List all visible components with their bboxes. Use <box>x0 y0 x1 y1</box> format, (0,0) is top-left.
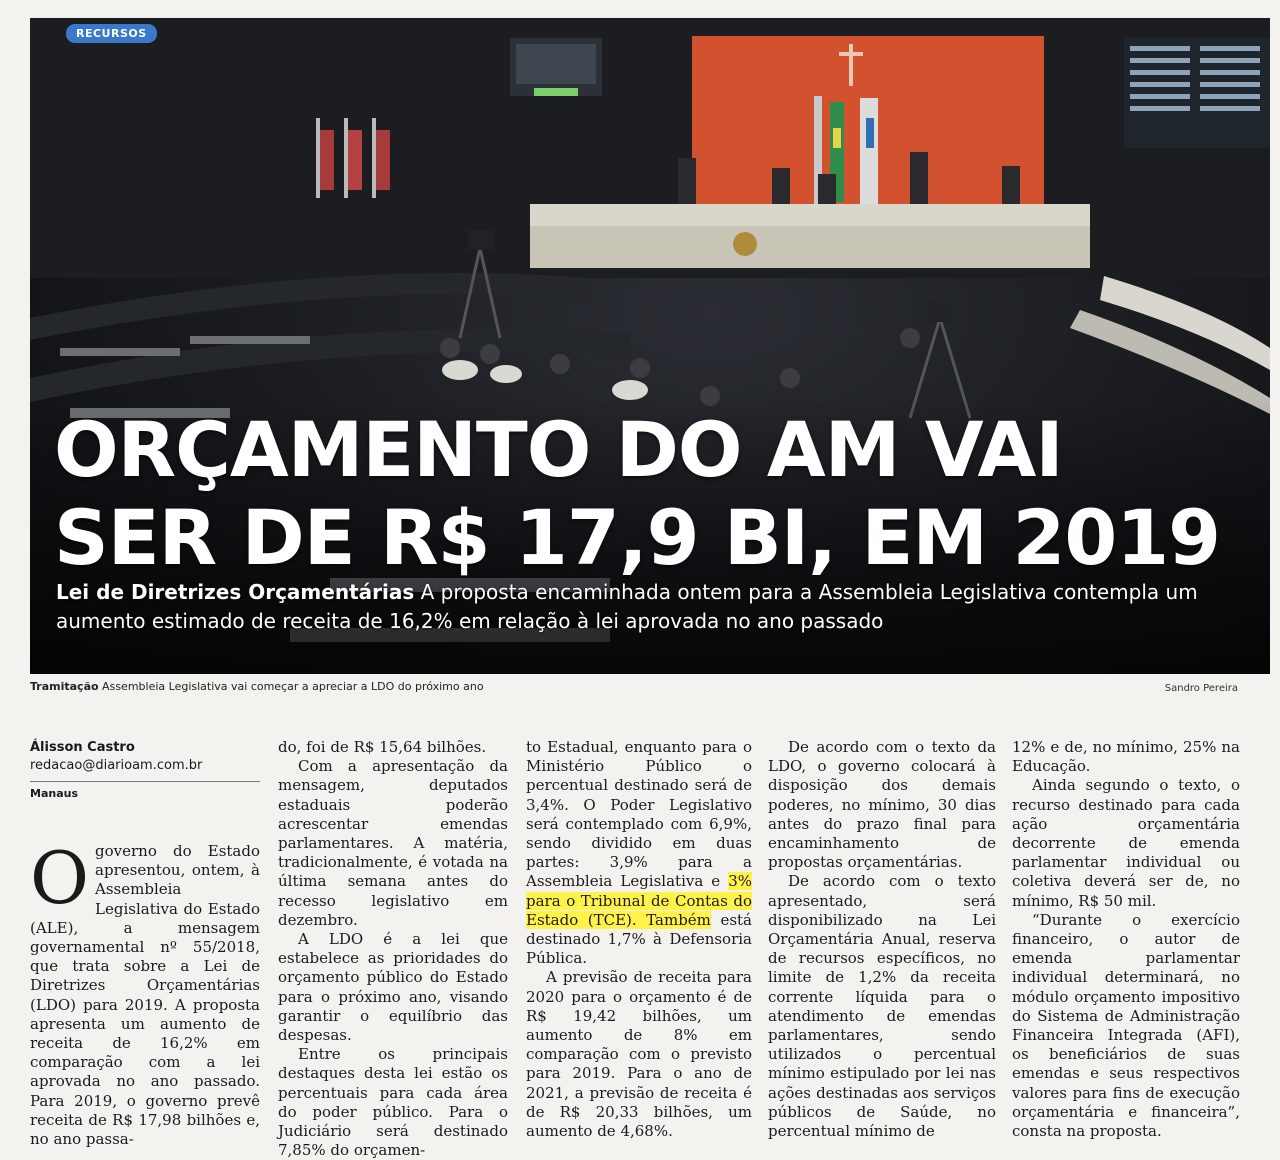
author-name: Álisson Castro <box>30 740 135 755</box>
headline-line-2: SER DE R$ 17,9 BI, EM 2019 <box>54 493 1220 582</box>
subhead-text: A proposta encaminhada ontem para a Assembleia Legislativa contempla um aumento estimado de receita de 16,2% em relação à lei aprovada no ano passado <box>56 580 1198 633</box>
paragraph: Ainda segundo o texto, o recurso destinado para cada ação orçamentária decorrente de emenda parlamentar individual ou coletiva deverá ser de, no mínimo, R$ 50 mil. <box>1012 776 1240 910</box>
paragraph: Entre os principais destaques desta lei estão os percentuais para cada área do poder público. Para o Judiciário será destinado 7,85% do orçamen- <box>278 1045 508 1160</box>
article-column-5 <box>1012 738 1240 1141</box>
hero-photo <box>30 18 1270 674</box>
paragraph: A LDO é a lei que estabelece as prioridades do orçamento público do Estado para o próximo ano, visando garantir o equilíbrio das despesas. <box>278 930 508 1045</box>
subhead-lead: Lei de Diretrizes Orçamentárias <box>56 580 415 604</box>
article-column-2 <box>278 738 508 1160</box>
paragraph: 12% e de, no mínimo, 25% na Educação. <box>1012 738 1240 776</box>
paragraph: De acordo com o texto apresentado, será disponibilizado na Lei Orçamentária Anual, reserva de recursos específicos, no limite de 1,2% da receita corrente líquida para o atendimento de emendas parlamentares, sendo utilizados o percentual mínimo estipulado por lei nas ações destinadas aos serviços públicos de Saúde, no percentual mínimo de <box>768 872 996 1141</box>
highlighted-text: 3% para o Tribunal de Contas do Estado (TCE). Também <box>526 872 752 929</box>
subheadline <box>56 578 1236 636</box>
paragraph <box>526 738 752 968</box>
caption-lead: Tramitação <box>30 680 99 693</box>
text-run: está destinado 1,7% à Defensoria Pública. <box>526 910 752 968</box>
paragraph: A previsão de receita para 2020 para o orçamento é de R$ 19,42 bilhões, um aumento de 8% em comparação com o previsto para 2019. Para o ano de 2021, a previsão de receita é de R$ 20,33 bilhões, um aumento de 4,68%. <box>526 968 752 1141</box>
caption-text: Assembleia Legislativa vai começar a apreciar a LDO do próximo ano <box>98 680 484 693</box>
photo-caption <box>30 680 1210 693</box>
paragraph: do, foi de R$ 15,64 bilhões. <box>278 738 487 756</box>
headline <box>54 406 1254 582</box>
photo-credit: Sandro Pereira <box>1164 683 1238 694</box>
author-email: redacao@diarioam.com.br <box>30 758 203 773</box>
article-column-4 <box>768 738 996 1141</box>
article-column-1 <box>30 836 260 1149</box>
section-label: Manaus <box>30 787 79 800</box>
paragraph: “Durante o exercício financeiro, o autor de emenda parlamentar individual determinará, no módulo orçamento impositivo do Sistema de Administração Financeira Integrada (AFI), os beneficiários de suas emendas e seus respectivos valores para fins de execução orçamentária e financeira”, consta na proposta. <box>1012 910 1240 1141</box>
text-run: to Estadual, enquanto para o Ministério Público o percentual destinado será de 3,4%. O Poder Legislativo será contemplado com 6,9%, sendo dividido em duas partes: 3,9% para a Assembleia Legislativa e <box>526 738 752 891</box>
byline-divider <box>30 781 260 782</box>
paragraph: De acordo com o texto da LDO, o governo colocará à disposição dos demais poderes, no mínimo, 30 dias antes do prazo final para encaminhamento de propostas orçamentárias. <box>768 738 996 872</box>
paragraph: Com a apresentação da mensagem, deputados estaduais poderão acrescentar emendas parlamentares. A matéria, tradicionalmente, é votada na última semana antes do recesso legislativo em dezembro. <box>278 757 508 929</box>
headline-line-1: ORÇAMENTO DO AM VAI <box>54 405 1063 494</box>
paragraph: governo do Estado apresentou, ontem, à Assembleia Legislativa do Estado (ALE), a mensagem governamental nº 55/2018, que trata sobre a Lei de Diretrizes Orçamentárias (LDO) para 2019. A proposta apresenta um aumento de receita de 16,2% em comparação com a lei aprovada no ano passado. Para 2019, o governo prevê receita de R$ 17,98 bilhões e, no ano passa- <box>30 842 260 1149</box>
byline <box>30 740 260 800</box>
article-column-3 <box>526 738 752 1141</box>
drop-cap: O <box>30 836 90 920</box>
section-tag: RECURSOS <box>66 24 157 43</box>
